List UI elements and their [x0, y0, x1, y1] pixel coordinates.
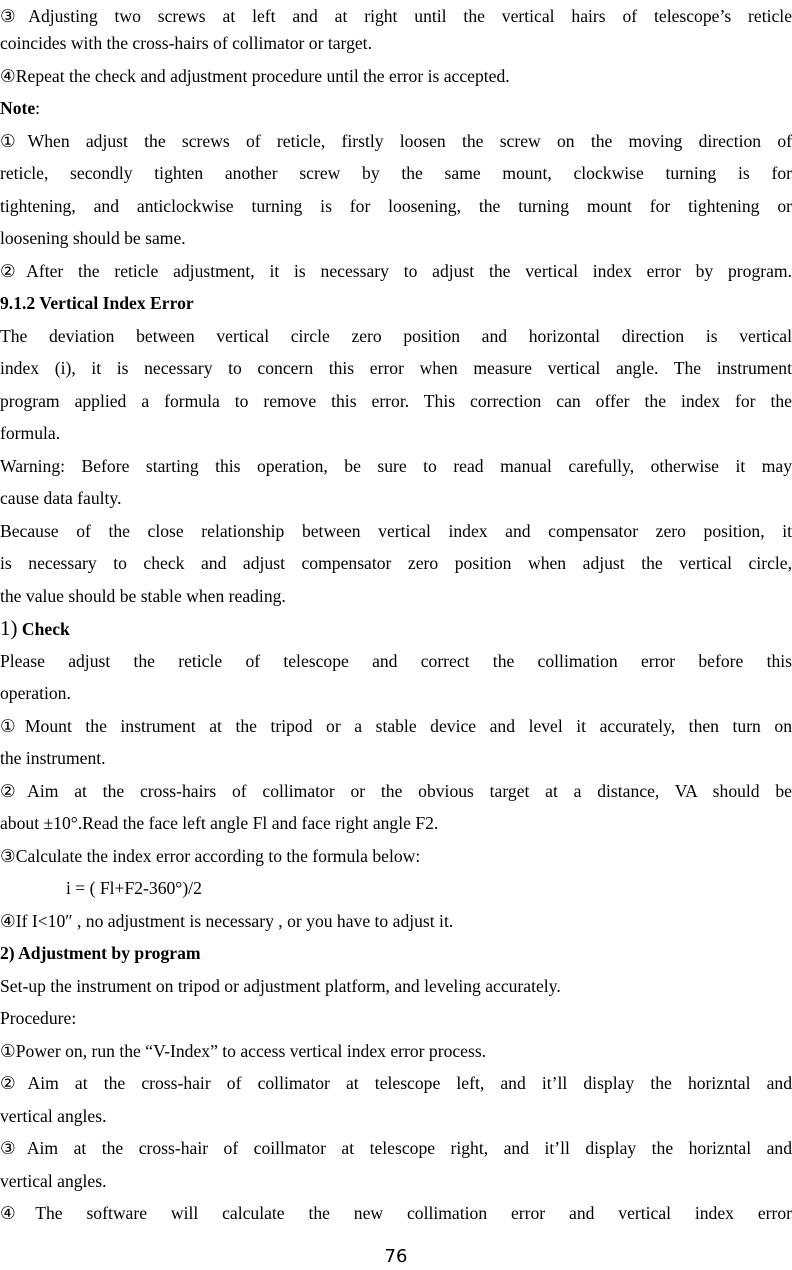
formula-line: i = ( Fl+F2-360°)/2: [66, 878, 202, 898]
text-line: ③Adjusting two screws at left and at right until the vertical hairs of telescope’s reticle: [0, 6, 792, 26]
check-heading-number: 1): [0, 616, 18, 640]
text-line: tightening, and anticlockwise turning is for loosening, the turning mount for tightening or: [0, 196, 792, 216]
text-line: index (i), it is necessary to concern this error when measure vertical angle. The instrument: [0, 358, 792, 378]
text-line: ①When adjust the screws of reticle, firstly loosen the screw on the moving direction of: [0, 131, 792, 151]
text-line: the instrument.: [0, 748, 106, 768]
check-heading: [0, 612, 792, 644]
note-colon: :: [35, 98, 41, 118]
text-line: the value should be stable when reading.: [0, 586, 286, 606]
text-line: ②Aim at the cross-hair of collimator at telescope left, and it’ll display the horizntal and: [0, 1073, 792, 1093]
note-label: Note: [0, 98, 36, 118]
text-line: ①Power on, run the “V-Index” to access vertical index error process.: [0, 1041, 487, 1061]
text-line: ①Mount the instrument at the tripod or a stable device and level it accurately, then turn on: [0, 716, 792, 736]
text-line: ④The software will calculate the new collimation error and vertical index error: [0, 1203, 792, 1223]
text-line: ④If I<10″ , no adjustment is necessary , or you have to adjust it.: [0, 911, 454, 931]
text-line: formula.: [0, 423, 61, 443]
text-line: The deviation between vertical circle zero position and horizontal direction is vertical: [0, 326, 792, 346]
warning-line: Warning: Before starting this operation, be sure to read manual carefully, otherwise it may: [0, 456, 792, 476]
adjustment-heading: 2) Adjustment by program: [0, 943, 201, 963]
text-line: loosening should be same.: [0, 228, 186, 248]
warning-line: cause data faulty.: [0, 488, 122, 508]
text-line: operation.: [0, 683, 71, 703]
text-line: ②Aim at the cross-hairs of collimator or the obvious target at a distance, VA should be: [0, 781, 792, 801]
section-heading: 9.1.2 Vertical Index Error: [0, 293, 194, 313]
text-line: ④Repeat the check and adjustment procedure until the error is accepted.: [0, 66, 510, 86]
text-line: about ±10°.Read the face left angle Fl and face right angle F2.: [0, 813, 439, 833]
text-line: program applied a formula to remove this error. This correction can offer the index for the: [0, 391, 792, 411]
text-line: vertical angles.: [0, 1171, 107, 1191]
text-line: Because of the close relationship between vertical index and compensator zero position, it: [0, 521, 792, 541]
note-heading: [0, 92, 792, 124]
text-line: reticle, secondly tighten another screw by the same mount, clockwise turning is for: [0, 163, 792, 183]
page-number: 76: [384, 1246, 408, 1267]
check-heading-label: Check: [21, 619, 70, 639]
text-line: Please adjust the reticle of telescope and correct the collimation error before this: [0, 651, 792, 671]
text-line: Set-up the instrument on tripod or adjustment platform, and leveling accurately.: [0, 976, 561, 996]
text-line: ③Aim at the cross-hair of coillmator at telescope right, and it’ll display the horizntal and: [0, 1138, 792, 1158]
text-line: coincides with the cross-hairs of collimator or target.: [0, 33, 372, 53]
text-line: ②After the reticle adjustment, it is necessary to adjust the vertical index error by program.: [0, 261, 792, 281]
procedure-label: Procedure:: [0, 1008, 77, 1028]
text-line: is necessary to check and adjust compensator zero position when adjust the vertical circle,: [0, 553, 792, 573]
text-line: ③Calculate the index error according to the formula below:: [0, 846, 421, 866]
text-line: vertical angles.: [0, 1106, 107, 1126]
